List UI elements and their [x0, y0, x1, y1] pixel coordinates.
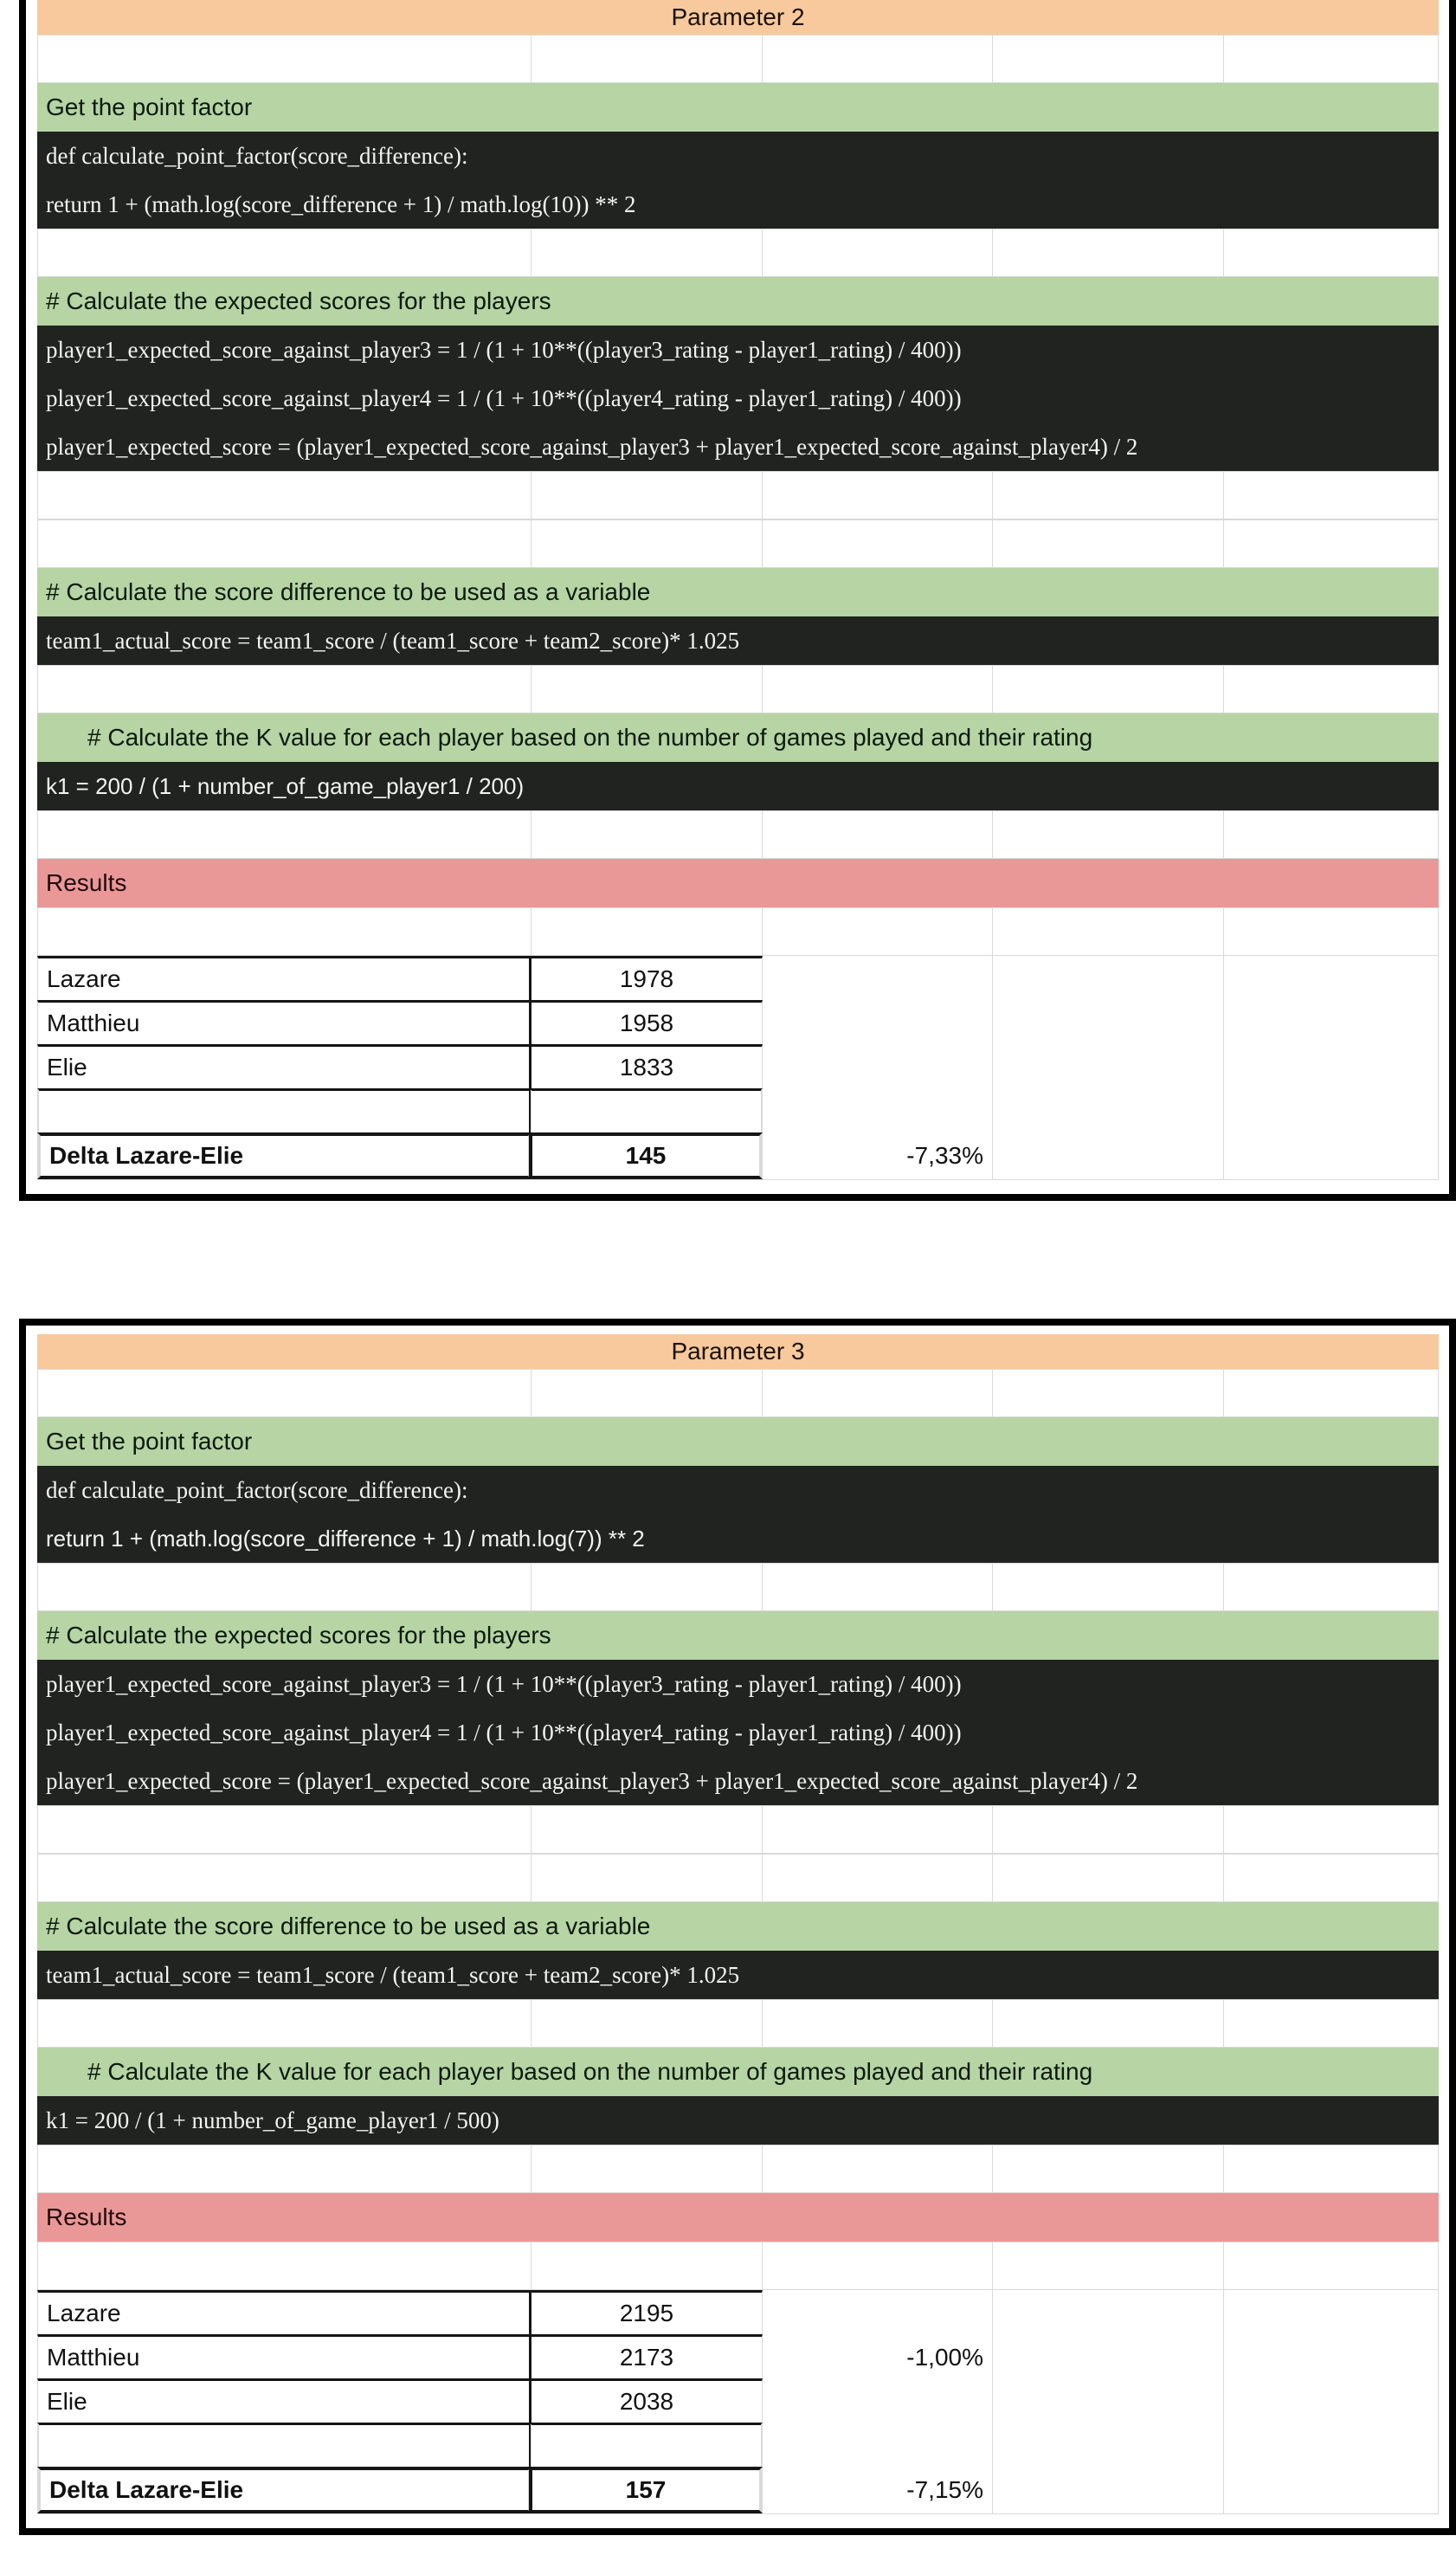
- empty-cell: [1224, 1132, 1439, 1179]
- empty-cell: [529, 2423, 763, 2469]
- section-header-label: # Calculate the K value for each player based on the number of games played and their rating: [87, 724, 1093, 751]
- results-header-label: Results: [46, 869, 127, 896]
- player-rating-cell: 1958: [529, 1000, 763, 1047]
- delta-row: [37, 2467, 1439, 2513]
- section-header-k-value: [37, 713, 1439, 762]
- empty-cell: [1224, 1855, 1439, 1901]
- delta-label-cell: Delta Lazare-Elie: [37, 2467, 532, 2513]
- empty-cell: [993, 520, 1224, 567]
- empty-row: [37, 1805, 1439, 1854]
- player-name-cell: Matthieu: [37, 2334, 532, 2381]
- empty-cell: [1224, 472, 1439, 519]
- empty-cell: [993, 1132, 1224, 1179]
- empty-cell: [993, 1088, 1224, 1135]
- empty-cell: [993, 666, 1224, 713]
- empty-cell: [763, 229, 993, 276]
- results-header-label: Results: [46, 2203, 127, 2230]
- code-line: team1_actual_score = team1_score / (team1_score + team2_score)* 1.025: [46, 1961, 740, 1988]
- empty-cell: [993, 2334, 1224, 2381]
- empty-cell: [37, 2000, 532, 2047]
- empty-cell: [1224, 1000, 1439, 1047]
- empty-cell: [763, 2145, 993, 2192]
- empty-row: [37, 35, 1439, 83]
- section-header-expected-scores: [37, 1611, 1439, 1660]
- empty-cell: [993, 1806, 1224, 1853]
- player-pct-cell: [763, 956, 993, 1003]
- empty-cell: [993, 35, 1224, 82]
- player-name-cell: Matthieu: [37, 1000, 532, 1047]
- player-rating-cell: 1833: [529, 1044, 763, 1091]
- empty-cell: [37, 2145, 532, 2192]
- empty-cell: [1224, 2000, 1439, 2047]
- empty-row: [37, 907, 1439, 956]
- empty-cell: [993, 1044, 1224, 1091]
- empty-cell: [1224, 229, 1439, 276]
- empty-cell: [37, 811, 532, 858]
- results-header-band: [37, 859, 1439, 907]
- empty-row: [37, 810, 1439, 859]
- empty-row: [37, 471, 1439, 519]
- bottom-spacer-row: [37, 1179, 1439, 1194]
- code-line: player1_expected_score_against_player3 = 1 / (1 + 10**((player3_rating - player1_rating) / 400)): [46, 336, 962, 363]
- empty-cell: [1224, 811, 1439, 858]
- delta-value-cell: 157: [529, 2467, 763, 2513]
- player-row: [37, 2378, 1439, 2425]
- empty-cell: [37, 2423, 532, 2469]
- empty-cell: [1224, 520, 1439, 567]
- section-header-label: # Calculate the score difference to be used as a variable: [46, 1913, 651, 1939]
- empty-row: [37, 665, 1439, 713]
- empty-row: [37, 229, 1439, 277]
- section-header-label: # Calculate the K value for each player based on the number of games played and their rating: [87, 2058, 1093, 2085]
- empty-row: [37, 2242, 1439, 2290]
- empty-cell: [532, 520, 763, 567]
- empty-cell: [37, 472, 532, 519]
- empty-cell: [993, 2290, 1224, 2337]
- code-line: player1_expected_score = (player1_expected_score_against_player3 + player1_expected_score_against_player4) / 2: [46, 433, 1138, 460]
- empty-cell: [37, 908, 532, 955]
- empty-cell: [993, 811, 1224, 858]
- code-line: def calculate_point_factor(score_difference):: [46, 1476, 468, 1503]
- empty-cell: [532, 666, 763, 713]
- empty-cell: [763, 472, 993, 519]
- empty-cell: [763, 811, 993, 858]
- empty-cell: [532, 1806, 763, 1853]
- empty-row: [37, 1999, 1439, 2048]
- empty-cell: [763, 1370, 993, 1416]
- player-row: [37, 2290, 1439, 2337]
- empty-cell: [1224, 2145, 1439, 2192]
- empty-cell: [993, 2378, 1224, 2425]
- player-row: [37, 1000, 1439, 1047]
- empty-cell: [993, 2467, 1224, 2513]
- player-name-cell: Elie: [37, 1044, 532, 1091]
- empty-cell: [993, 2145, 1224, 2192]
- empty-row: [37, 1563, 1439, 1611]
- section-header-score-difference: [37, 568, 1439, 616]
- player-pct-cell: -1,00%: [763, 2334, 993, 2381]
- code-block-expected-scores: [37, 326, 1439, 471]
- code-block-score-difference: [37, 1951, 1439, 1999]
- code-line: def calculate_point_factor(score_difference):: [46, 142, 468, 169]
- results-header-band: [37, 2193, 1439, 2242]
- empty-cell: [1224, 2378, 1439, 2425]
- empty-cell: [763, 1855, 993, 1901]
- delta-pct-cell: -7,15%: [763, 2467, 993, 2513]
- empty-cell: [763, 1088, 993, 1135]
- empty-cell: [1224, 1564, 1439, 1610]
- empty-row: [37, 519, 1439, 568]
- empty-cell: [1224, 908, 1439, 955]
- player-rating-cell: 1978: [529, 956, 763, 1003]
- empty-cell: [1224, 2334, 1439, 2381]
- empty-cell: [532, 2242, 763, 2289]
- section-header-label: # Calculate the expected scores for the players: [46, 287, 551, 314]
- code-block-k-value: [37, 2096, 1439, 2145]
- section-header-label: Get the point factor: [46, 94, 253, 120]
- empty-cell: [763, 908, 993, 955]
- code-block-k-value: [37, 762, 1439, 810]
- delta-row: [37, 1132, 1439, 1179]
- code-line: player1_expected_score = (player1_expected_score_against_player3 + player1_expected_score_against_player4) / 2: [46, 1767, 1138, 1794]
- code-block-score-difference: [37, 616, 1439, 665]
- empty-cell: [37, 520, 532, 567]
- empty-row: [37, 1854, 1439, 1902]
- player-name-cell: Lazare: [37, 2290, 532, 2337]
- empty-cell: [532, 2000, 763, 2047]
- empty-cell: [37, 1855, 532, 1901]
- empty-cell: [37, 1806, 532, 1853]
- empty-cell: [1224, 2290, 1439, 2337]
- empty-cell: [37, 35, 532, 82]
- player-pct-cell: [763, 2378, 993, 2425]
- empty-cell: [37, 1370, 532, 1416]
- code-line: return 1 + (math.log(score_difference + 1) / math.log(10)) ** 2: [46, 190, 636, 217]
- empty-cell: [993, 2423, 1224, 2469]
- player-pct-cell: [763, 1000, 993, 1047]
- empty-cell: [37, 666, 532, 713]
- section-header-score-difference: [37, 1902, 1439, 1951]
- player-rating-cell: 2038: [529, 2378, 763, 2425]
- empty-cell: [763, 2423, 993, 2469]
- section-header-point-factor: [37, 1417, 1439, 1466]
- bottom-spacer-row: [37, 2513, 1439, 2528]
- empty-cell: [763, 35, 993, 82]
- delta-pct-cell: -7,33%: [763, 1132, 993, 1179]
- empty-cell: [37, 1088, 532, 1135]
- player-pct-cell: [763, 1044, 993, 1091]
- code-line: player1_expected_score_against_player4 = 1 / (1 + 10**((player4_rating - player1_rating) / 400)): [46, 1719, 962, 1745]
- empty-cell: [763, 1564, 993, 1610]
- code-line: k1 = 200 / (1 + number_of_game_player1 / 200): [46, 772, 525, 799]
- code-line: player1_expected_score_against_player3 = 1 / (1 + 10**((player3_rating - player1_rating) / 400)): [46, 1670, 962, 1697]
- player-rating-cell: 2195: [529, 2290, 763, 2337]
- delta-label-cell: Delta Lazare-Elie: [37, 1132, 532, 1179]
- section-header-label: # Calculate the score difference to be used as a variable: [46, 578, 651, 605]
- section-header-point-factor: [37, 83, 1439, 132]
- empty-table-row: [37, 1088, 1439, 1135]
- section-header-expected-scores: [37, 277, 1439, 326]
- section-header-label: Get the point factor: [46, 1428, 253, 1455]
- player-row: [37, 956, 1439, 1003]
- empty-cell: [993, 229, 1224, 276]
- empty-cell: [1224, 956, 1439, 1003]
- empty-cell: [532, 2145, 763, 2192]
- code-block-point-factor: [37, 132, 1439, 229]
- empty-cell: [763, 520, 993, 567]
- player-name-cell: Elie: [37, 2378, 532, 2425]
- empty-cell: [1224, 1806, 1439, 1853]
- code-line: return 1 + (math.log(score_difference + 1) / math.log(7)) ** 2: [46, 1525, 645, 1552]
- empty-cell: [993, 1855, 1224, 1901]
- panel-title-band: [37, 1334, 1439, 1369]
- empty-cell: [763, 2000, 993, 2047]
- empty-cell: [763, 666, 993, 713]
- empty-cell: [1224, 2242, 1439, 2289]
- empty-cell: [37, 1564, 532, 1610]
- empty-row: [37, 2145, 1439, 2193]
- empty-cell: [993, 2242, 1224, 2289]
- empty-cell: [1224, 35, 1439, 82]
- code-line: k1 = 200 / (1 + number_of_game_player1 / 500): [46, 2107, 499, 2133]
- empty-cell: [1224, 1044, 1439, 1091]
- empty-cell: [763, 1806, 993, 1853]
- panel-title-band: [37, 0, 1439, 35]
- empty-table-row: [37, 2423, 1439, 2469]
- empty-cell: [993, 472, 1224, 519]
- empty-cell: [763, 2242, 993, 2289]
- empty-cell: [532, 1564, 763, 1610]
- empty-cell: [993, 1000, 1224, 1047]
- empty-cell: [1224, 1370, 1439, 1416]
- empty-cell: [532, 1370, 763, 1416]
- empty-cell: [993, 2000, 1224, 2047]
- empty-cell: [532, 35, 763, 82]
- empty-cell: [532, 1855, 763, 1901]
- empty-row: [37, 1369, 1439, 1417]
- empty-cell: [1224, 2467, 1439, 2513]
- empty-cell: [1224, 666, 1439, 713]
- empty-cell: [532, 811, 763, 858]
- empty-cell: [529, 1088, 763, 1135]
- player-pct-cell: [763, 2290, 993, 2337]
- section-header-k-value: [37, 2048, 1439, 2096]
- empty-cell: [532, 908, 763, 955]
- code-block-point-factor: [37, 1466, 1439, 1563]
- empty-cell: [1224, 2423, 1439, 2469]
- section-header-label: # Calculate the expected scores for the players: [46, 1622, 551, 1649]
- empty-cell: [532, 472, 763, 519]
- panel-parameter-3: [19, 1319, 1456, 2535]
- empty-cell: [532, 229, 763, 276]
- empty-cell: [993, 956, 1224, 1003]
- empty-cell: [37, 229, 532, 276]
- player-row: [37, 2334, 1439, 2381]
- code-line: team1_actual_score = team1_score / (team1_score + team2_score)* 1.025: [46, 627, 740, 654]
- empty-cell: [37, 2242, 532, 2289]
- empty-cell: [1224, 1088, 1439, 1135]
- empty-cell: [993, 1370, 1224, 1416]
- empty-cell: [993, 1564, 1224, 1610]
- empty-cell: [993, 908, 1224, 955]
- panel-title: Parameter 2: [671, 3, 805, 30]
- panel-title: Parameter 3: [671, 1338, 805, 1365]
- player-name-cell: Lazare: [37, 956, 532, 1003]
- player-row: [37, 1044, 1439, 1091]
- player-rating-cell: 2173: [529, 2334, 763, 2381]
- panel-parameter-2: [19, 0, 1456, 1201]
- code-line: player1_expected_score_against_player4 = 1 / (1 + 10**((player4_rating - player1_rating) / 400)): [46, 384, 962, 411]
- code-block-expected-scores: [37, 1660, 1439, 1805]
- delta-value-cell: 145: [529, 1132, 763, 1179]
